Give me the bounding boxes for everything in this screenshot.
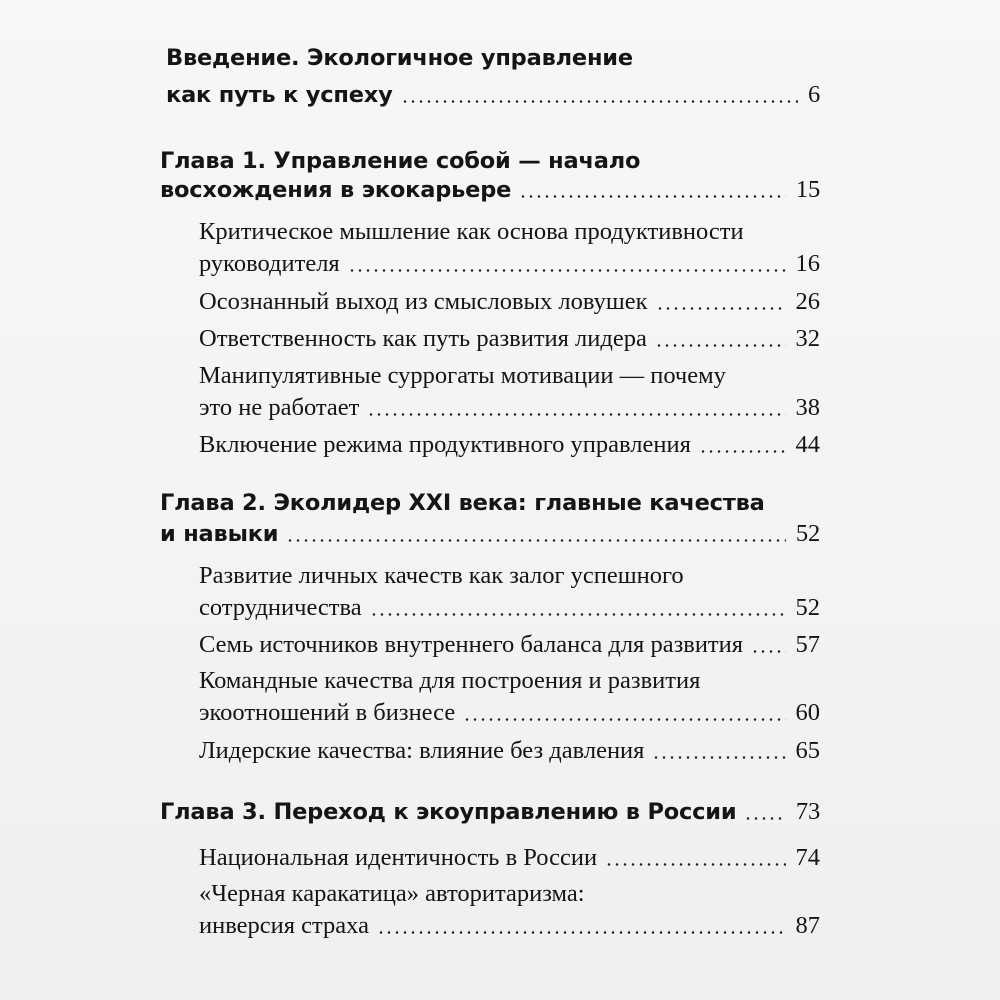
toc-title: сотрудничества: [199, 594, 362, 621]
dot-leader: [286, 539, 786, 542]
toc-entry-chapter-1-line-1: [160, 148, 640, 174]
toc-title: Семь источников внутреннего баланса для развития: [199, 631, 744, 658]
page-number: 73: [795, 798, 820, 825]
toc-title: Включение режима продуктивного управления: [199, 431, 691, 458]
page-number: 57: [795, 631, 820, 658]
toc-entry-chapter-2-line-1: [160, 490, 765, 516]
page-number: 52: [795, 520, 820, 547]
toc-entry-intro-line-1: [166, 45, 633, 71]
toc-title: Развитие личных качеств как залог успешного: [199, 562, 684, 589]
toc-entry-section-line-1: [199, 362, 726, 390]
page-number: 6: [807, 81, 820, 108]
toc-title: Национальная идентичность в России: [199, 844, 598, 871]
dot-leader: [656, 307, 786, 310]
toc-entry-section-line-2: [199, 699, 820, 727]
toc-entry-section: [199, 288, 820, 316]
toc-entry-section-line-1: [199, 562, 684, 590]
toc-entry-section: [199, 325, 820, 353]
dot-leader: [370, 613, 786, 616]
dot-leader: [377, 931, 786, 934]
toc-title: как путь к успеху: [166, 82, 393, 108]
toc-entry-section-line-1: [199, 218, 744, 246]
dot-leader: [367, 413, 785, 416]
page-number: 38: [795, 394, 820, 421]
page-number: 26: [795, 288, 820, 315]
toc-title: Ответственность как путь развития лидера: [199, 325, 647, 352]
toc-title: «Черная каракатица» авторитаризма:: [199, 880, 585, 907]
dot-leader: [519, 195, 786, 198]
toc-entry-section: [199, 737, 820, 765]
toc-title: это не работает: [199, 394, 360, 421]
page-number: 16: [795, 250, 820, 277]
toc-entry-chapter-3: [160, 798, 820, 826]
page-number: 74: [795, 844, 820, 871]
toc-entry-section: [199, 844, 820, 872]
toc-title: Осознанный выход из смысловых ловушек: [199, 288, 648, 315]
toc-entry-section-line-2: [199, 912, 820, 940]
toc-entry-section-line-2: [199, 594, 820, 622]
toc-entry-section-line-1: [199, 667, 700, 695]
toc-title: Глава 3. Переход к экоуправлению в России: [160, 799, 737, 825]
page-number: 15: [795, 176, 820, 203]
toc-entry-section-line-2: [199, 250, 820, 278]
toc-title: Командные качества для построения и развития: [199, 667, 701, 694]
dot-leader: [463, 718, 785, 721]
toc-title: Манипулятивные суррогаты мотивации — почему: [199, 362, 726, 389]
dot-leader: [401, 100, 798, 103]
page-number: 60: [795, 699, 820, 726]
toc-title: руководителя: [199, 250, 340, 277]
toc-title: Глава 1. Управление собой — начало: [160, 148, 641, 174]
dot-leader: [699, 450, 786, 453]
toc-title: восхождения в экокарьере: [160, 177, 512, 203]
dot-leader: [751, 650, 785, 653]
toc-title: и навыки: [160, 521, 279, 547]
toc-title: Лидерские качества: влияние без давления: [199, 737, 645, 764]
dot-leader: [744, 817, 785, 820]
toc-entry-section-line-1: [199, 880, 585, 908]
toc-entry-section: [199, 431, 820, 459]
toc-entry-section: [199, 631, 820, 659]
toc-entry-intro-line-2: [166, 81, 820, 109]
toc-entry-chapter-2-line-2: [160, 520, 820, 548]
dot-leader: [605, 863, 785, 866]
page-number: 65: [795, 737, 820, 764]
page-number: 44: [795, 431, 820, 458]
dot-leader: [655, 344, 786, 347]
toc-title: Критическое мышление как основа продуктивности: [199, 218, 744, 245]
toc-title: инверсия страха: [199, 912, 369, 939]
toc-title: Введение. Экологичное управление: [166, 45, 633, 71]
toc-entry-section-line-2: [199, 394, 820, 422]
dot-leader: [348, 269, 786, 272]
page-number: 52: [795, 594, 820, 621]
toc-title: экоотношений в бизнесе: [199, 699, 456, 726]
page-number: 32: [795, 325, 820, 352]
toc-title: Глава 2. Эколидер XXI века: главные качества: [160, 490, 765, 516]
toc-entry-chapter-1-line-2: [160, 176, 820, 204]
dot-leader: [652, 756, 785, 759]
page-number: 87: [795, 912, 820, 939]
